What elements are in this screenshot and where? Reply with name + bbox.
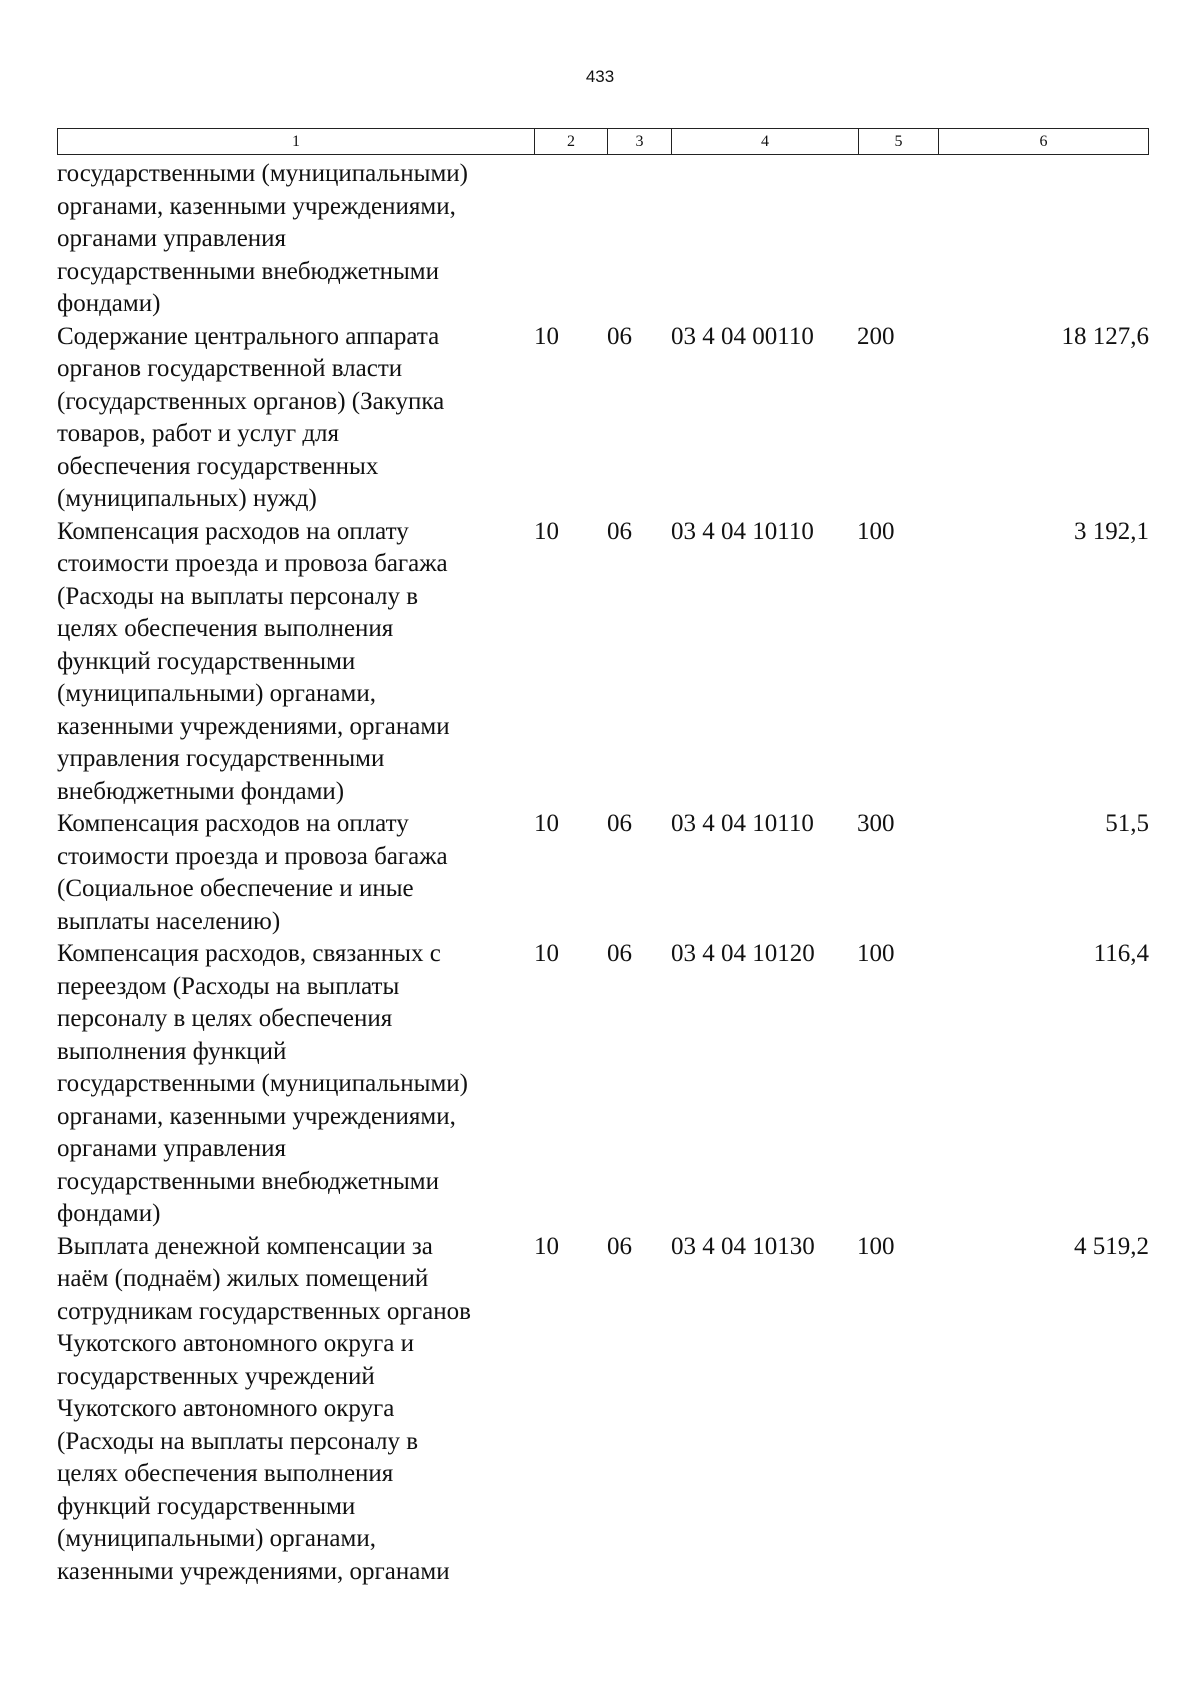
table-row [57,158,1149,321]
row-target-code: 03 4 04 00110 [671,322,814,350]
column-header-4: 4 [672,129,859,154]
row-description: Компенсация расходов на оплату стоимости проезда и провоза багажа (Социальное обеспечение и иные выплаты населению) [57,810,448,935]
row-subsection: 06 [607,322,632,350]
column-header-2: 2 [535,129,608,154]
row-description: Компенсация расходов на оплату стоимости проезда и провоза багажа (Расходы на выплаты персоналу в целях обеспечения выполнения функций государственными (муниципальными) органами, казенными учреждениями, органами управления государственными внебюджетными фондами) [57,517,450,805]
row-amount: 18 127,6 [1061,322,1149,350]
table-header [57,128,1149,155]
table-body [57,158,1149,1588]
row-description: Выплата денежной компенсации за наём (поднаём) жилых помещений сотрудникам государственных органов Чукотского автономного округа и государственных учреждений Чукотского автономного округа (Расходы на выплаты персоналу в целях обеспечения выполнения функций государственными (муниципальными) органами, казенными учреждениями, органами [57,1232,471,1585]
row-description: Компенсация расходов, связанных с переездом (Расходы на выплаты персоналу в целях обеспечения выполнения функций государственными (муниципальными) органами, казенными учреждениями, органами управления государственными внебюджетными фондами) [57,940,468,1227]
table-row [57,516,1149,809]
column-header-6: 6 [1039,132,1048,150]
row-amount: 3 192,1 [1074,517,1149,545]
table-row [57,321,1149,516]
column-header-5: 5 [859,129,939,154]
row-section: 10 [534,1232,559,1260]
row-amount: 116,4 [1093,940,1149,967]
row-subsection: 06 [607,1232,632,1260]
row-description: государственными (муниципальными) органами, казенными учреждениями, органами управления государственными внебюджетными фондами) [57,160,468,317]
column-header-1: 1 [58,129,535,154]
row-expense-type: 200 [857,322,895,350]
row-amount: 4 519,2 [1074,1232,1149,1260]
row-description: Содержание центрального аппарата органов государственной власти (государственных органов) (Закупка товаров, работ и услуг для обеспечения государственных (муниципальных) нужд) [57,322,445,512]
row-expense-type: 100 [857,940,895,967]
page-number: 433 [585,67,615,86]
row-expense-type: 100 [857,1232,895,1260]
row-target-code: 03 4 04 10130 [671,1232,815,1260]
row-target-code: 03 4 04 10110 [671,810,814,837]
row-expense-type: 300 [857,810,895,837]
column-header-3: 3 [608,129,672,154]
row-subsection: 06 [607,517,632,545]
row-target-code: 03 4 04 10110 [671,517,814,545]
row-subsection: 06 [607,810,632,837]
table-row [57,938,1149,1231]
row-section: 10 [534,810,559,837]
table-row [57,1231,1149,1589]
table-row [57,808,1149,938]
row-amount: 51,5 [1105,810,1149,837]
row-target-code: 03 4 04 10120 [671,940,815,967]
row-subsection: 06 [607,940,632,967]
row-expense-type: 100 [857,517,895,545]
row-section: 10 [534,517,559,545]
row-section: 10 [534,940,559,967]
row-section: 10 [534,322,559,350]
